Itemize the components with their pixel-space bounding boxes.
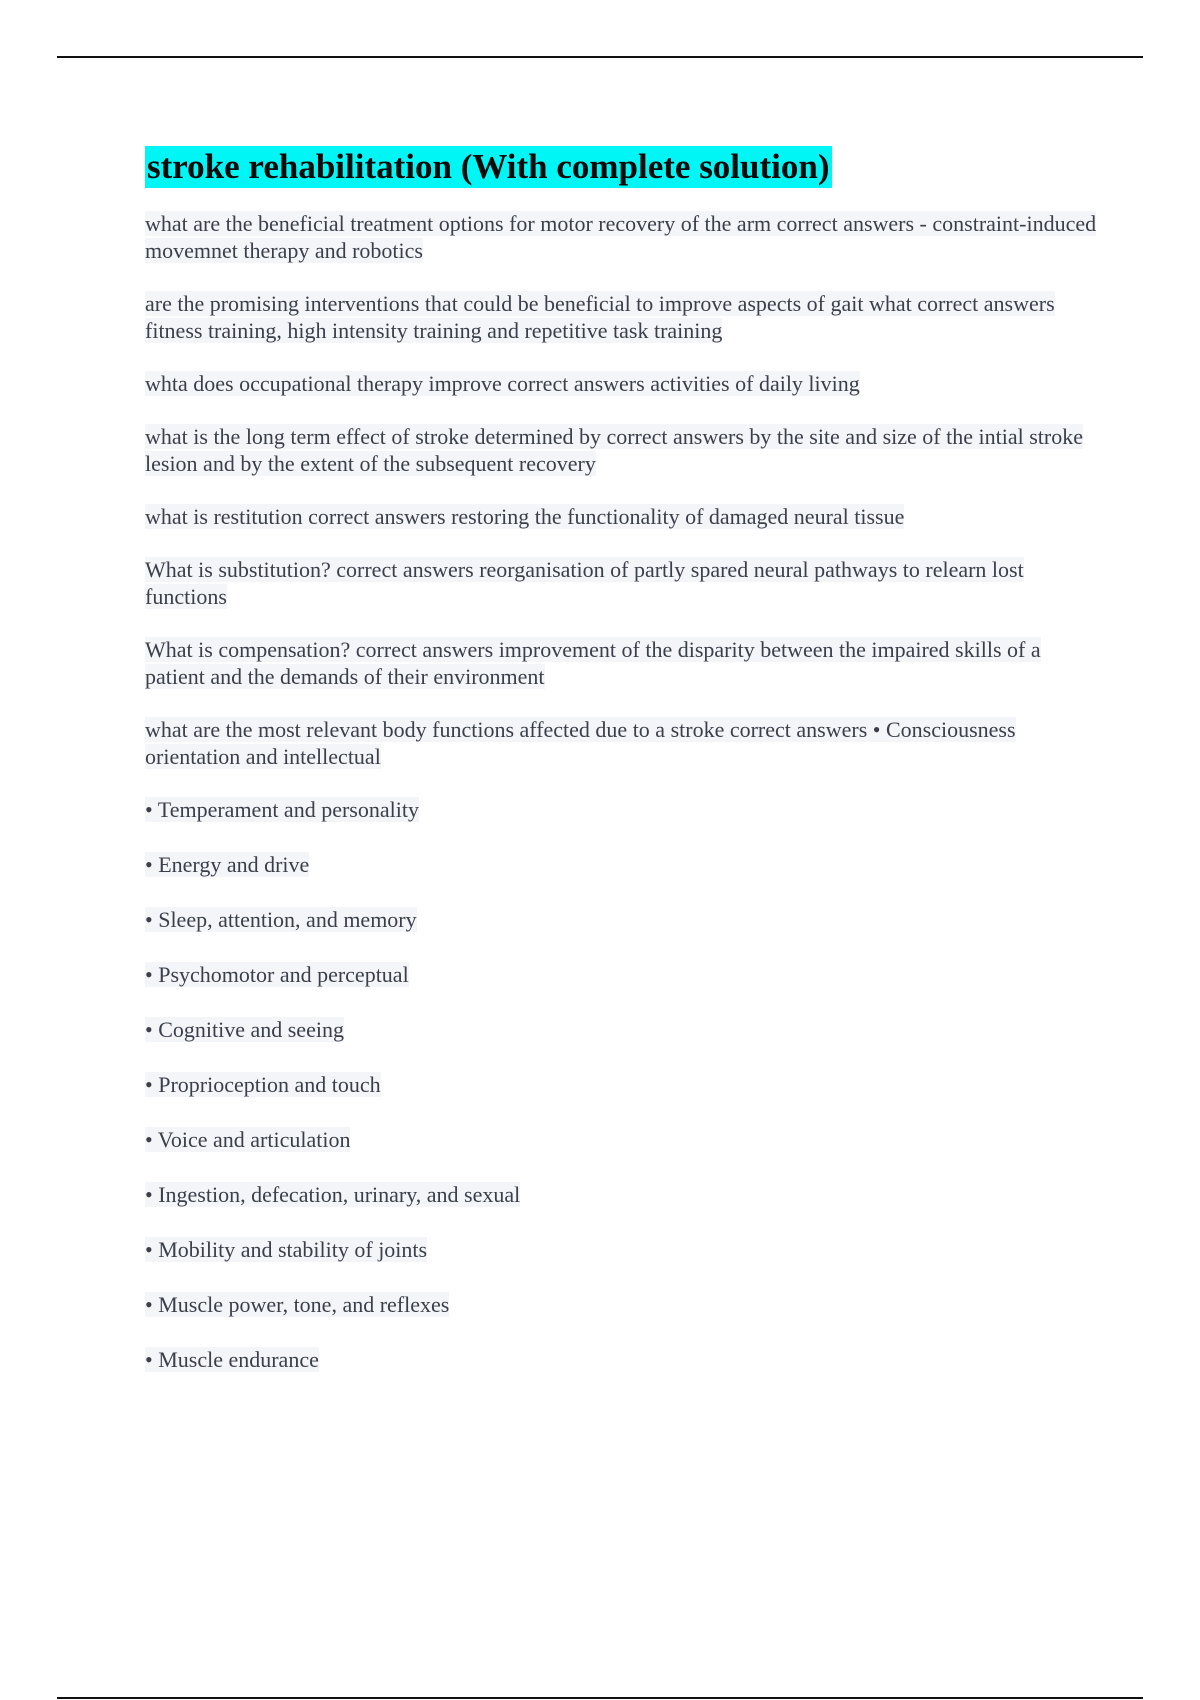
list-item: • Muscle power, tone, and reflexes xyxy=(145,1292,450,1317)
list-item: • Psychomotor and perceptual xyxy=(145,962,409,987)
list-item: • Sleep, attention, and memory xyxy=(145,907,417,932)
document-body xyxy=(145,146,1105,1401)
qa-item: what is restitution correct answers restoring the functionality of damaged neural tissue xyxy=(145,504,905,529)
list-item: • Muscle endurance xyxy=(145,1347,319,1372)
qa-item: what are the most relevant body functions affected due to a stroke correct answers • Consciousness orientation and intellectual xyxy=(145,717,1016,769)
list-item: • Energy and drive xyxy=(145,852,310,877)
list-item: • Temperament and personality xyxy=(145,797,419,822)
list-item: • Mobility and stability of joints xyxy=(145,1237,428,1262)
top-rule xyxy=(57,56,1143,58)
qa-item: what is the long term effect of stroke determined by correct answers by the site and size of the intial stroke lesion and by the extent of the subsequent recovery xyxy=(145,424,1083,476)
list-item: • Ingestion, defecation, urinary, and sexual xyxy=(145,1182,521,1207)
list-item: • Cognitive and seeing xyxy=(145,1017,344,1042)
list-item: • Proprioception and touch xyxy=(145,1072,381,1097)
qa-item: What is substitution? correct answers reorganisation of partly spared neural pathways to relearn lost functions xyxy=(145,557,1024,609)
qa-item: What is compensation? correct answers improvement of the disparity between the impaired skills of a patient and the demands of their environment xyxy=(145,637,1041,689)
document-title: stroke rehabilitation (With complete solution) xyxy=(147,147,830,186)
qa-item: what are the beneficial treatment options for motor recovery of the arm correct answers - constraint-induced movemnet therapy and robotics xyxy=(145,211,1097,263)
qa-item: are the promising interventions that could be beneficial to improve aspects of gait what correct answers fitness training, high intensity training and repetitive task training xyxy=(145,291,1055,343)
qa-item: whta does occupational therapy improve correct answers activities of daily living xyxy=(145,371,860,396)
list-item: • Voice and articulation xyxy=(145,1127,351,1152)
bottom-rule xyxy=(57,1697,1143,1699)
